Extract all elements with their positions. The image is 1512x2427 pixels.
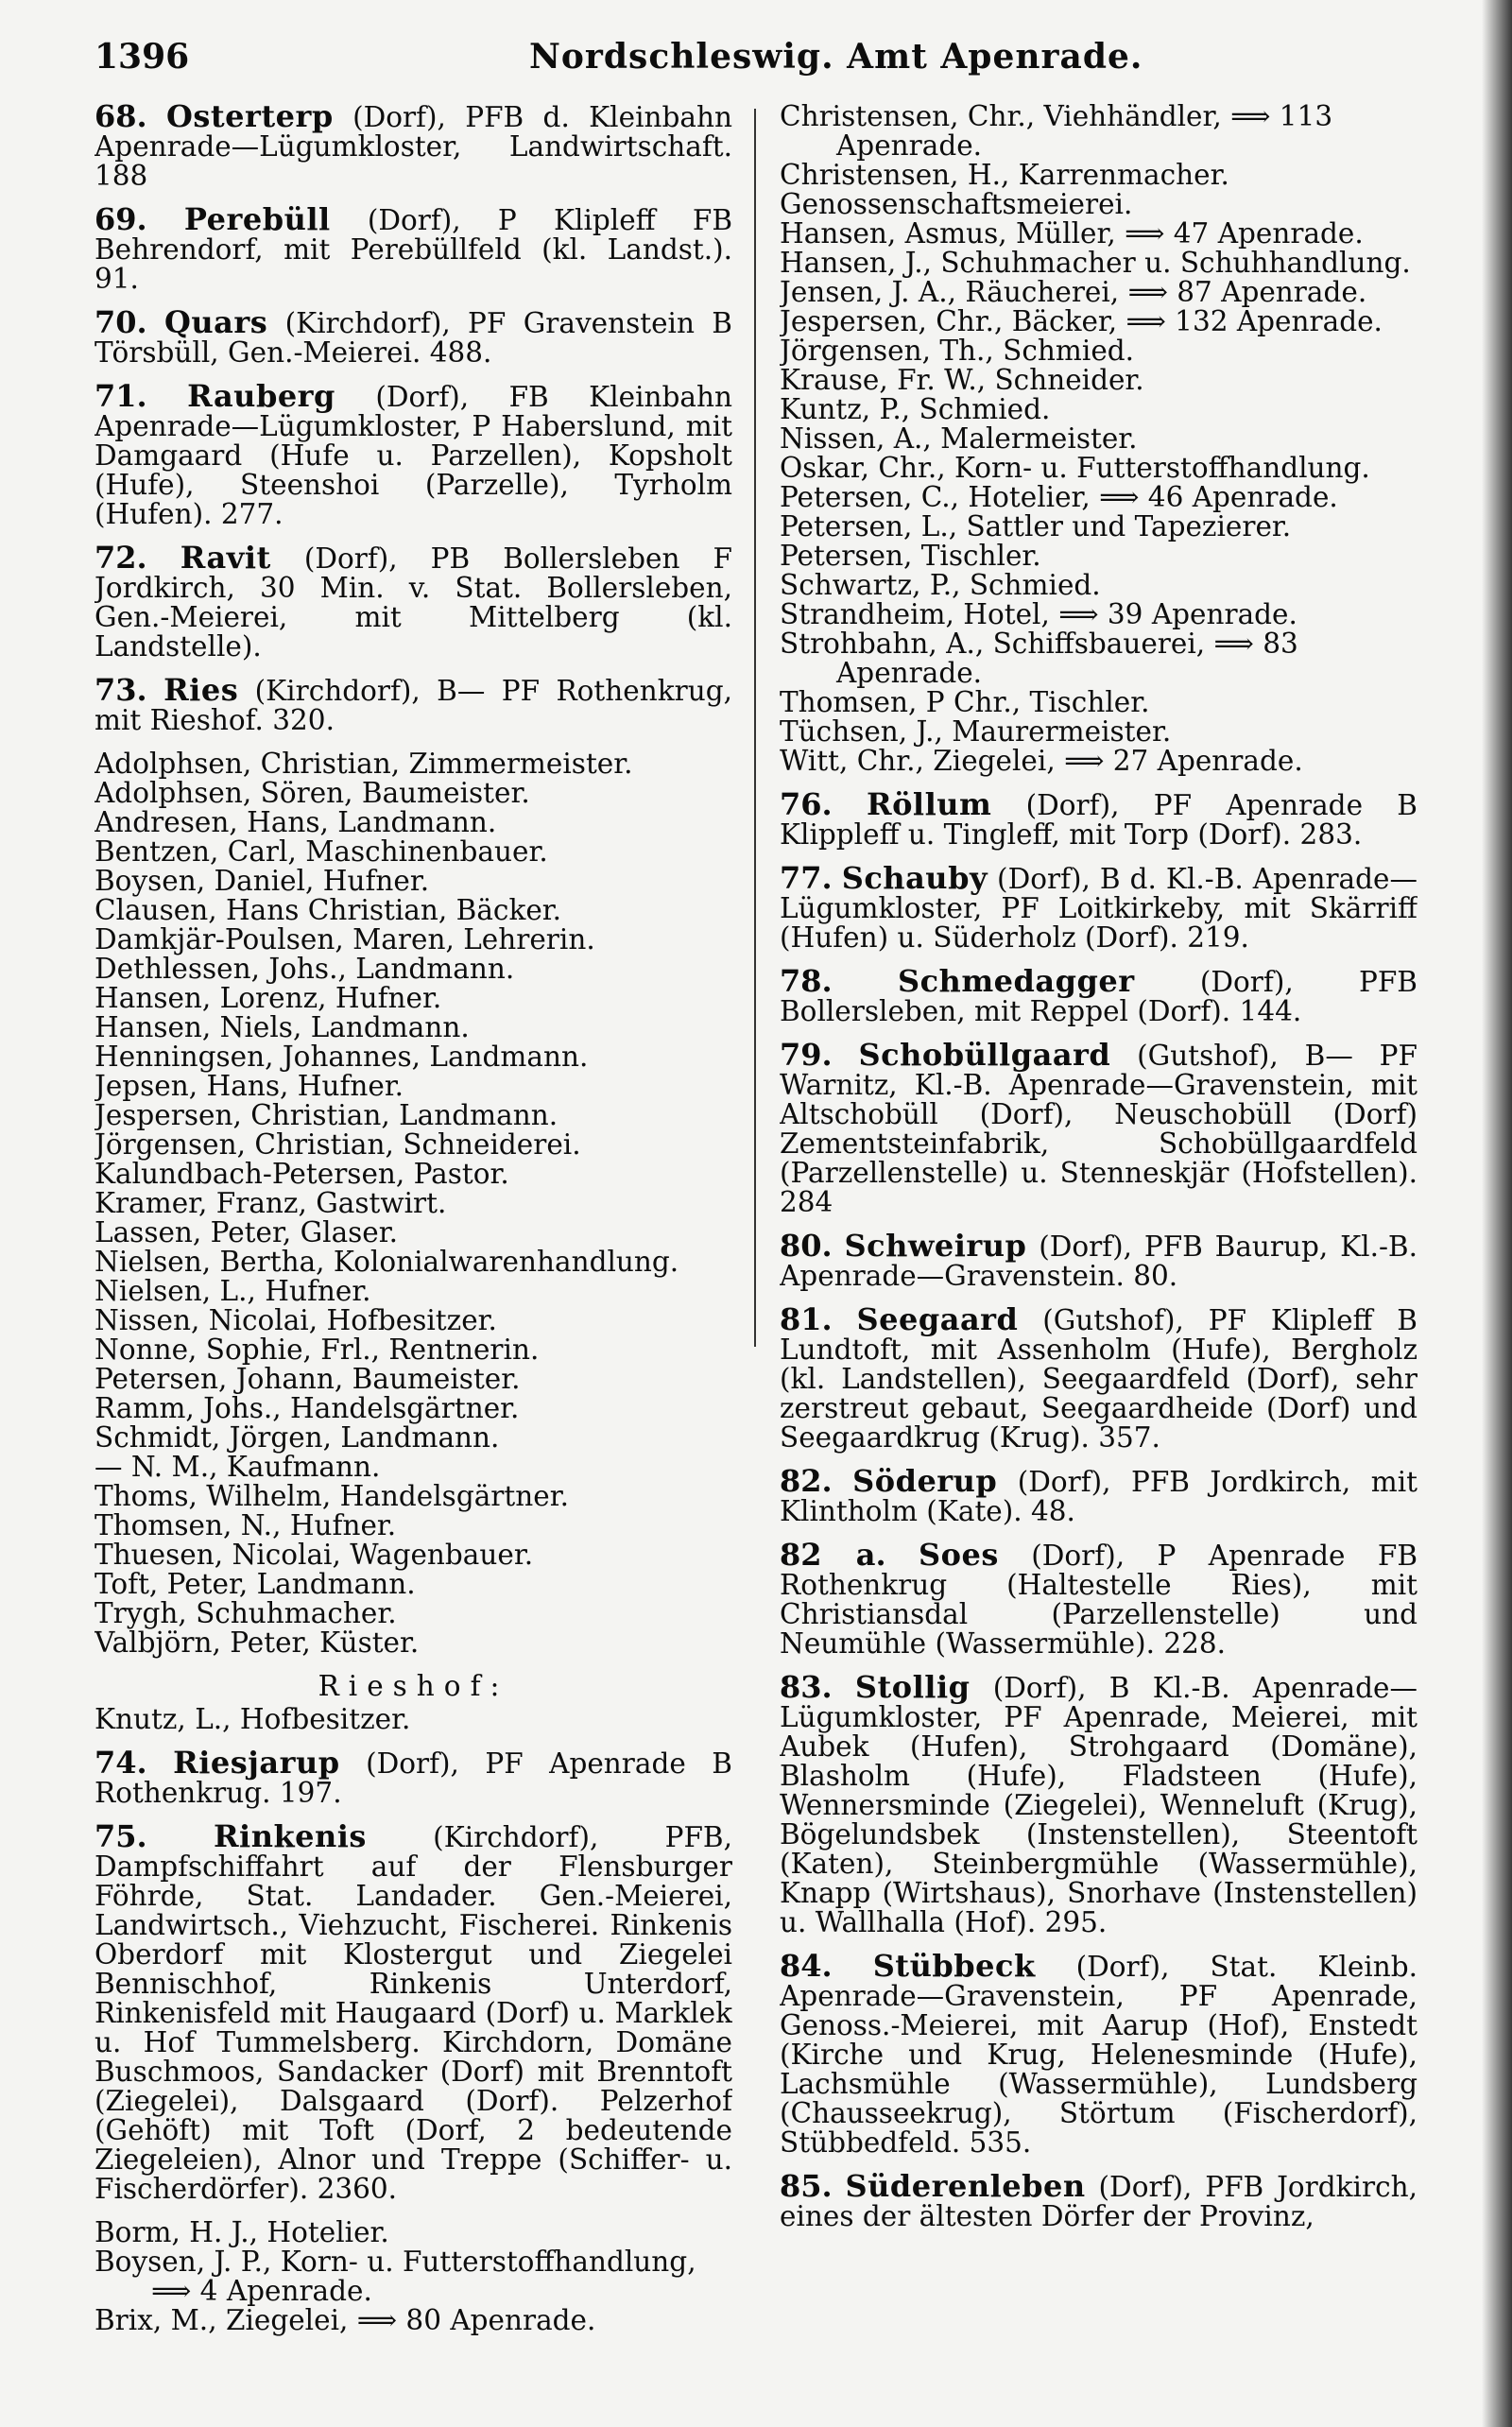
directory-entry [780, 786, 1418, 851]
resident-line: Hansen, Lorenz, Hufner. [94, 982, 442, 1014]
entry-number: 82 a. [780, 1537, 886, 1573]
resident-line: Trygh, Schuhmacher. [94, 1597, 397, 1629]
entry-description: (Kirchdorf), B— PF Rothenkrug, mit Rieshof. 320. [94, 675, 732, 736]
resident-line: Toft, Peter, Landmann. [94, 1568, 416, 1600]
entry-description: (Dorf), Stat. Kleinb. Apenrade—Gravenstein, PF Apenrade, Genoss.-Meierei, mit Aarup (Hof), Enstedt (Kirche und Krug, Helenesminde (Hufe), Lachsmühle (Wassermühle), Lundsberg (Chausseekrug), Störtum (Fischerdorf), Stübbedfeld. 535. [780, 1951, 1418, 2159]
resident-line: Clausen, Hans Christian, Bäcker. [94, 894, 562, 926]
entry-number: 80. [780, 1228, 833, 1264]
resident-line: — N. M., Kaufmann. [94, 1451, 381, 1483]
right-column [780, 102, 1418, 2408]
directory-entry [780, 1537, 1418, 1660]
resident-line: Christensen, Chr., Viehhändler, ⟹ 113 Apenrade. [780, 102, 1333, 162]
entry-number: 77. [780, 860, 833, 896]
entry-place-name: Schweirup [844, 1228, 1027, 1264]
entry-place-name: Rinkenis [213, 1818, 367, 1854]
entry-place-name: Riesjarup [173, 1745, 340, 1781]
resident-line: Knutz, L., Hofbesitzer. [94, 1703, 411, 1735]
entry-description: (Dorf), P Klipleff FB Behrendorf, mit Perebüllfeld (kl. Landst.). 91. [94, 204, 732, 295]
resident-line: Borm, H. J., Hotelier. [94, 2216, 389, 2248]
directory-entry [780, 1669, 1418, 1938]
entry-number: 75. [94, 1818, 147, 1854]
entry-number: 68. [94, 102, 147, 134]
resident-line: Schmidt, Jörgen, Landmann. [94, 1421, 500, 1454]
entry-place-name: Stollig [854, 1669, 971, 1705]
rinkenis-residents-list [94, 2218, 732, 2335]
resident-line: Jespersen, Chr., Bäcker, ⟹ 132 Apenrade. [780, 305, 1383, 337]
resident-line: Strohbahn, A., Schiffsbauerei, ⟹ 83 Apenrade. [780, 628, 1298, 689]
column-divider [754, 109, 756, 1347]
resident-line: Christensen, H., Karrenmacher. [780, 159, 1229, 191]
directory-entry [780, 963, 1418, 1027]
entry-place-name: Röllum [866, 786, 992, 822]
resident-line: Lassen, Peter, Glaser. [94, 1216, 398, 1248]
entry-place-name: Osterterp [166, 102, 334, 134]
directory-entry [94, 1818, 732, 2205]
resident-line: Valbjörn, Peter, Küster. [94, 1627, 420, 1659]
page-header [94, 28, 1418, 85]
entry-number: 84. [780, 1948, 833, 1984]
directory-entry [94, 378, 732, 530]
directory-entry [780, 1228, 1418, 1292]
resident-line: Thuesen, Nicolai, Wagenbauer. [94, 1539, 534, 1571]
entry-place-name: Söderup [852, 1463, 998, 1499]
resident-line: Jörgensen, Christian, Schneiderei. [94, 1128, 581, 1161]
resident-line: Nielsen, L., Hufner. [94, 1275, 371, 1307]
entry-description: (Dorf), PFB Baurup, Kl.-B. Apenrade—Gravenstein. 80. [780, 1231, 1418, 1292]
resident-line: Hansen, Niels, Landmann. [94, 1011, 470, 1043]
directory-entry [780, 1948, 1418, 2159]
entry-description: (Dorf), B Kl.-B. Apenrade—Lügumkloster, PF Apenrade, Meierei, mit Aubek (Hufen), Strohgaard (Domäne), Blasholm (Hufe), Fladsteen (Hufe), Wennersminde (Ziegelei), Wenneluft (Krug), Bögelundsbek (Instenstellen), Steentoft (Katen), Steinbergmühle (Wassermühle), Knapp (Wirtshaus), Snorhave (Instenstellen) u. Wallhalla (Hof). 295. [780, 1672, 1418, 1938]
directory-entry [94, 1745, 732, 1809]
resident-line: Nonne, Sophie, Frl., Rentnerin. [94, 1334, 540, 1366]
entry-number: 76. [780, 786, 833, 822]
entry-place-name: Schmedagger [897, 963, 1135, 999]
resident-line: Jespersen, Christian, Landmann. [94, 1099, 558, 1131]
entry-place-name: Schobüllgaard [858, 1037, 1111, 1073]
resident-line: Adolphsen, Sören, Baumeister. [94, 777, 530, 809]
resident-line: Hansen, J., Schuhmacher u. Schuhhandlung. [780, 247, 1411, 279]
resident-line: Bentzen, Carl, Maschinenbauer. [94, 835, 548, 868]
resident-line: Jensen, J. A., Räucherei, ⟹ 87 Apenrade. [780, 276, 1367, 308]
entry-description: (Dorf), FB Kleinbahn Apenrade—Lügumkloster, P Haberslund, mit Damgaard (Hufe u. Parzellen), Kopsholt (Hufe), Steenshoi (Parzelle), Tyrholm (Hufen). 277. [94, 381, 732, 530]
directory-entry [94, 102, 732, 191]
resident-line: Andresen, Hans, Landmann. [94, 806, 497, 838]
entry-description: (Kirchdorf), PF Gravenstein B Törsbüll, Gen.-Meierei. 488. [94, 307, 732, 369]
entry-description: (Dorf), PFB Bollersleben, mit Reppel (Dorf). 144. [780, 966, 1418, 1027]
resident-line: Kramer, Franz, Gastwirt. [94, 1187, 447, 1219]
entry-place-name: Süderenleben [845, 2168, 1086, 2204]
resident-line: Kalundbach-Petersen, Pastor. [94, 1158, 509, 1190]
entry-place-name: Perebüll [183, 201, 331, 237]
rinkenis-residents-list-continued [780, 102, 1418, 776]
entry-description: (Dorf), PFB Jordkirch, eines der ältesten Dörfer der Provinz, [780, 2171, 1418, 2232]
rieshof-heading: Rieshof: [318, 1670, 509, 1702]
entry-number: 82. [780, 1463, 833, 1499]
resident-line: Petersen, Tischler. [780, 540, 1041, 572]
resident-line: Genossenschaftsmeierei. [780, 188, 1133, 220]
directory-entry [94, 672, 732, 736]
resident-line: Boysen, J. P., Korn- u. Futterstoffhandlung, ⟹ 4 Apenrade. [94, 2246, 696, 2307]
page-number: 1396 [94, 37, 190, 77]
resident-line: Petersen, L., Sattler und Tapezierer. [780, 510, 1292, 542]
resident-line: Petersen, C., Hotelier, ⟹ 46 Apenrade. [780, 481, 1338, 513]
entry-number: 74. [94, 1745, 147, 1781]
directory-entry [780, 1037, 1418, 1218]
entry-description: (Dorf), PB Bollersleben F Jordkirch, 30 Min. v. Stat. Bollersleben, Gen.-Meierei, mit Mittelberg (kl. Landstelle). [94, 542, 732, 663]
directory-entry [780, 2168, 1418, 2232]
entry-place-name: Stübbeck [872, 1948, 1036, 1984]
resident-line: Brix, M., Ziegelei, ⟹ 80 Apenrade. [94, 2304, 596, 2336]
entry-place-name: Seegaard [856, 1301, 1019, 1337]
resident-line: Thomsen, N., Hufner. [94, 1509, 397, 1541]
directory-entry [780, 860, 1418, 954]
resident-line: Damkjär-Poulsen, Maren, Lehrerin. [94, 923, 595, 955]
entry-description: (Dorf), PF Apenrade B Klippleff u. Tingleff, mit Torp (Dorf). 283. [780, 789, 1418, 851]
entry-description: (Kirchdorf), PFB, Dampfschiffahrt auf der Flensburger Föhrde, Stat. Landader. Gen.-Meierei, Landwirtsch., Viehzucht, Fischerei. Rinkenis Oberdorf mit Klostergut und Ziegelei Bennischhof, Rinkenis Unterdorf, Rinkenisfeld mit Haugaard (Dorf) u. Marklek u. Hof Tummelsberg. Kirchdorn, Domäne Buschmoos, Sandacker (Dorf) mit Brenntoft (Ziegelei), Dalsgaard (Dorf). Pelzerhof (Gehöft) mit Toft (Dorf, 2 bedeutende Ziegeleien), Alnor und Treppe (Schiffer- u. Fischerdörfer). 2360. [94, 1821, 732, 2205]
page-title: Nordschleswig. Amt Apenrade. [529, 37, 1143, 77]
resident-line: Strandheim, Hotel, ⟹ 39 Apenrade. [780, 598, 1297, 630]
directory-entry [94, 540, 732, 663]
entry-number: 73. [94, 672, 147, 708]
entry-number: 81. [780, 1301, 833, 1337]
page-edge-shadow [1482, 0, 1512, 2427]
resident-line: Oskar, Chr., Korn- u. Futterstoffhandlung. [780, 452, 1370, 484]
left-column [94, 102, 732, 2408]
entry-place-name: Soes [919, 1537, 999, 1573]
resident-line: Henningsen, Johannes, Landmann. [94, 1041, 589, 1073]
resident-line: Jörgensen, Th., Schmied. [780, 335, 1135, 367]
resident-line: Hansen, Asmus, Müller, ⟹ 47 Apenrade. [780, 217, 1364, 250]
entry-number: 71. [94, 378, 147, 414]
entry-description: (Gutshof), B— PF Warnitz, Kl.-B. Apenrade—Gravenstein, mit Altschobüll (Dorf), Neuschobüll (Dorf) Zementsteinfabrik, Schobüllgaardfeld (Parzellenstelle) u. Stenneskjär (Hofstellen). 284 [780, 1040, 1418, 1218]
resident-line: Nissen, A., Malermeister. [780, 422, 1138, 455]
entry-description: (Dorf), PFB Jordkirch, mit Klintholm (Kate). 48. [780, 1466, 1418, 1527]
resident-line: Adolphsen, Christian, Zimmermeister. [94, 748, 633, 780]
entry-place-name: Quars [164, 304, 268, 340]
resident-line: Tüchsen, J., Maurermeister. [780, 715, 1172, 748]
resident-line: Nielsen, Bertha, Kolonialwarenhandlung. [94, 1246, 679, 1278]
entry-description: (Dorf), PFB d. Kleinbahn Apenrade—Lügumkloster, Landwirtschaft. 188 [94, 102, 732, 192]
resident-line: Thomsen, P Chr., Tischler. [780, 686, 1150, 718]
entry-number: 78. [780, 963, 833, 999]
entry-number: 83. [780, 1669, 833, 1705]
resident-line: Thoms, Wilhelm, Handelsgärtner. [94, 1480, 569, 1512]
resident-line: Schwartz, P., Schmied. [780, 569, 1101, 601]
directory-entry [780, 1463, 1418, 1527]
directory-entry [780, 1301, 1418, 1454]
resident-line: Nissen, Nicolai, Hofbesitzer. [94, 1304, 497, 1336]
resident-line: Dethlessen, Johs., Landmann. [94, 953, 515, 985]
entry-description: (Gutshof), PF Klipleff B Lundtoft, mit Assenholm (Hufe), Bergholz (kl. Landstellen), Seegaardfeld (Dorf), sehr zerstreut gebaut, Seegaardheide (Dorf) und Seegaardkrug (Krug). 357. [780, 1304, 1418, 1454]
entry-place-name: Rauberg [187, 378, 335, 414]
entry-description: (Dorf), B d. Kl.-B. Apenrade—Lügumkloster, PF Loitkirkeby, mit Skärriff (Hufen) u. Süderholz (Dorf). 219. [780, 863, 1418, 954]
resident-line: Petersen, Johann, Baumeister. [94, 1363, 521, 1395]
entry-description: (Dorf), P Apenrade FB Rothenkrug (Haltestelle Ries), mit Christiansdal (Parzellenstelle) und Neumühle (Wassermühle). 228. [780, 1540, 1418, 1660]
resident-line: Kuntz, P., Schmied. [780, 393, 1051, 425]
entry-place-name: Ravit [180, 540, 271, 576]
resident-line: Witt, Chr., Ziegelei, ⟹ 27 Apenrade. [780, 745, 1303, 777]
resident-line: Ramm, Johs., Handelsgärtner. [94, 1392, 520, 1424]
entry-number: 85. [780, 2168, 833, 2204]
directory-entry [94, 304, 732, 369]
rieshof-residents-list [94, 1705, 732, 1734]
entry-number: 72. [94, 540, 147, 576]
entry-place-name: Ries [163, 672, 239, 708]
entry-number: 69. [94, 201, 147, 237]
resident-line: Jepsen, Hans, Hufner. [94, 1070, 404, 1102]
resident-line: Krause, Fr. W., Schneider. [780, 364, 1144, 396]
directory-entry [94, 201, 732, 295]
entry-description: (Dorf), PF Apenrade B Rothenkrug. 197. [94, 1747, 732, 1809]
resident-line: Boysen, Daniel, Hufner. [94, 865, 430, 897]
entry-number: 70. [94, 304, 147, 340]
ries-residents-list [94, 749, 732, 1658]
entry-number: 79. [780, 1037, 833, 1073]
entry-place-name: Schauby [841, 860, 988, 896]
